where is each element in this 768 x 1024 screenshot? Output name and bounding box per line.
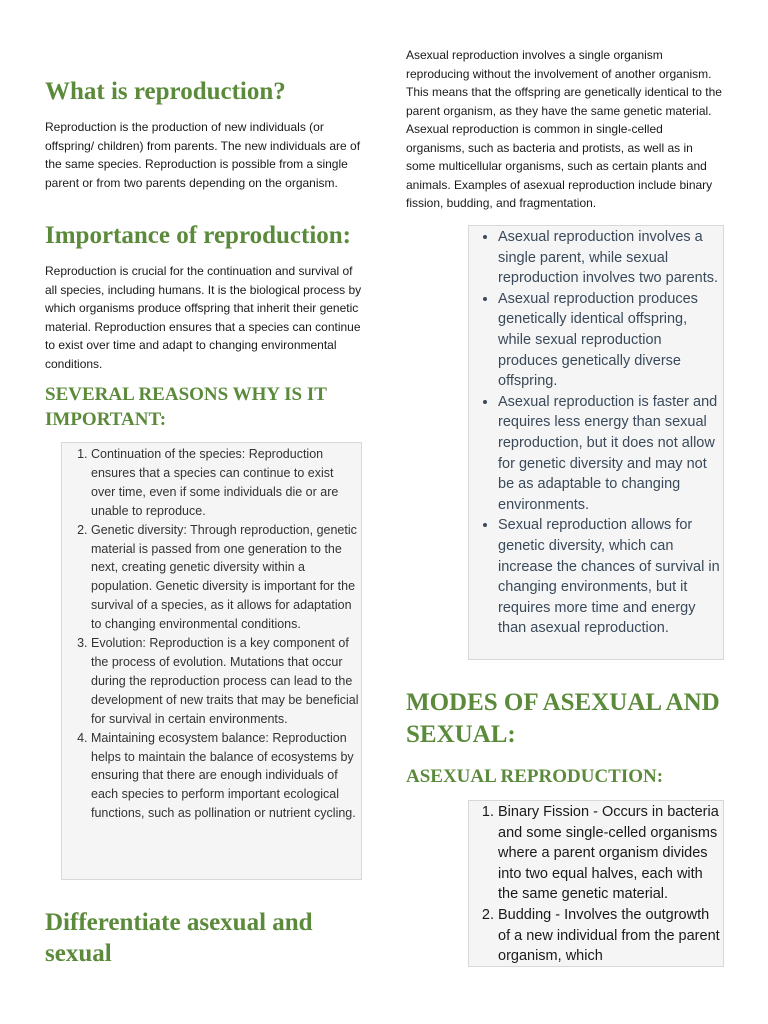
heading-several-reasons: SEVERAL REASONS WHY IS IT IMPORTANT: — [45, 384, 327, 430]
list-item: 1. Binary Fission - Occurs in bacteria and some single-celled organisms where a parent organism divides into two equal halves, each with the same genetic material. — [498, 802, 723, 905]
list-item: • Asexual reproduction produces genetically identical offspring, while sexual reproduction produces genetically diverse offspring. — [498, 289, 723, 392]
modes-list — [469, 802, 723, 967]
differences-list-box — [468, 225, 724, 660]
paragraph-importance: Reproduction is crucial for the continuation and survival of all species, including humans. It is the biological process by which organisms produce offspring that inherit their genetic material. Reproduction ensures that a species can continue to exist over time and adapt to changing environmental conditions. — [45, 264, 362, 371]
list-item: • Asexual reproduction involves a single parent, while sexual reproduction involves two parents. — [498, 227, 723, 289]
differences-list — [469, 227, 723, 639]
list-item: • Sexual reproduction allows for genetic diversity, which can increase the chances of survival in changing environments, but it requires more time and energy than asexual reproduction. — [498, 515, 723, 639]
list-item: 2. Genetic diversity: Through reproduction, genetic material is passed from one generation to the next, creating genetic diversity within a population. Genetic diversity is important for the survival of a species, as it allows for adaptation to changing environmental conditions. — [91, 521, 361, 634]
list-item: 2. Budding - Involves the outgrowth of a new individual from the parent organism, which — [498, 905, 723, 967]
list-item: 4. Maintaining ecosystem balance: Reproduction helps to maintain the balance of ecosystems by ensuring that there are enough individuals of each species to perform important ecological functions, such as pollination or nutrient cycling. — [91, 729, 361, 824]
heading-importance-of-reproduction: Importance of reproduction: — [45, 222, 351, 249]
list-item: • Asexual reproduction is faster and requires less energy than sexual reproduction, but it does not allow for genetic diversity and may not be as adaptable to changing environments. — [498, 392, 723, 516]
list-item: 3. Evolution: Reproduction is a key component of the process of evolution. Mutations that occur during the reproduction process can lead to the development of new traits that may be beneficial for survival in certain environments. — [91, 634, 361, 729]
heading-modes: MODES OF ASEXUAL AND SEXUAL: — [406, 689, 720, 748]
paragraph-reproduction-definition: Reproduction is the production of new individuals (or offspring/ children) from parents. The new individuals are of the same species. Reproduction is possible from a single parent or from two parents depending on the organism. — [45, 120, 361, 190]
reasons-list-box — [61, 442, 362, 880]
modes-list-box — [468, 800, 724, 967]
heading-differentiate: Differentiate asexual and sexual — [45, 909, 313, 967]
paragraph-asexual-reproduction: Asexual reproduction involves a single organism reproducing without the involvement of another organism. This means that the offspring are genetically identical to the parent organism, as they have the same genetic material. Asexual reproduction is common in single-celled organisms, such as bacteria and protists, as well as in some multicellular organisms, such as certain plants and animals. Examples of asexual reproduction include binary fission, budding, and fragmentation. — [406, 48, 722, 210]
list-item: 1. Continuation of the species: Reproduction ensures that a species can continue to exist over time, even if some individuals die or are unable to reproduce. — [91, 445, 361, 521]
reasons-list — [62, 445, 361, 823]
heading-what-is-reproduction: What is reproduction? — [45, 78, 286, 105]
heading-asexual-reproduction: ASEXUAL REPRODUCTION: — [406, 766, 664, 787]
